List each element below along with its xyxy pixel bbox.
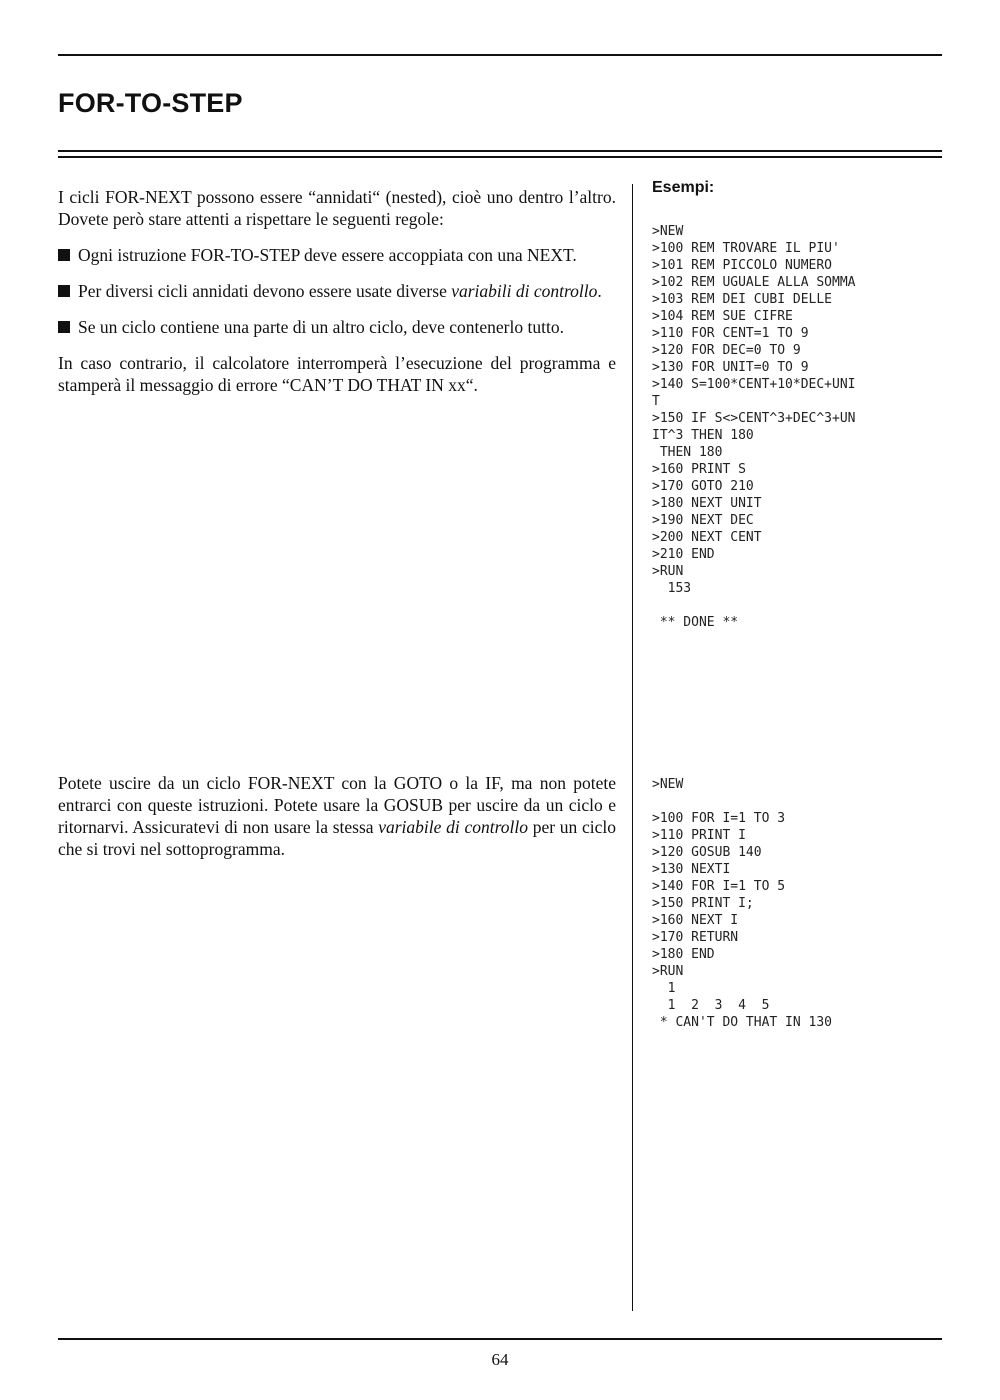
code-line: >RUN bbox=[652, 964, 684, 979]
code-line: >170 RETURN bbox=[652, 930, 739, 945]
rule-bullet-1 bbox=[58, 244, 616, 266]
code-line: >NEW bbox=[652, 777, 684, 792]
code-line: >140 S=100*CENT+10*DEC+UNI bbox=[652, 377, 856, 392]
rule-text-2-emphasis: variabili di controllo bbox=[451, 281, 598, 301]
rule-text-2-after: . bbox=[597, 281, 602, 301]
code-line: >150 PRINT I; bbox=[652, 896, 754, 911]
code-line: >180 END bbox=[652, 947, 715, 962]
code-line: >101 REM PICCOLO NUMERO bbox=[652, 258, 833, 273]
code-line: >190 NEXT DEC bbox=[652, 513, 754, 528]
gosub-text-before: Potete uscire da un ciclo FOR-NEXT con la GOTO o la IF, ma non potete entrarci con queste istruzioni. Potete usare la GOSUB per uscire da un ciclo e ritornarvi. Assicuratevi di non usare la stessa bbox=[58, 773, 616, 837]
code-line bbox=[652, 597, 952, 614]
code-line: >210 END bbox=[652, 547, 715, 562]
bottom-rule bbox=[58, 1338, 942, 1340]
code-line: >160 PRINT S bbox=[652, 462, 746, 477]
code-listing-1 bbox=[652, 223, 952, 631]
code-line: >200 NEXT CENT bbox=[652, 530, 762, 545]
code-line: >120 GOSUB 140 bbox=[652, 845, 762, 860]
page-number: 64 bbox=[491, 1350, 509, 1369]
code-line: ** DONE ** bbox=[652, 615, 739, 630]
code-line: >NEW bbox=[652, 224, 684, 239]
intro-paragraph: I cicli FOR-NEXT possono essere “annidati“ (nested), cioè uno dentro l’altro. Dovete però stare attenti a rispettare le seguenti regole: bbox=[58, 187, 616, 229]
code-listing-2 bbox=[652, 776, 952, 1031]
rule-text-3: Se un ciclo contiene una parte di un altro ciclo, deve contenerlo tutto. bbox=[78, 317, 564, 337]
code-line: >160 NEXT I bbox=[652, 913, 739, 928]
code-line: >100 REM TROVARE IL PIU' bbox=[652, 241, 840, 256]
section-goto-gosub bbox=[58, 772, 616, 874]
title-rule-lower bbox=[58, 156, 942, 158]
code-line: >140 FOR I=1 TO 5 bbox=[652, 879, 786, 894]
rule-text-1: Ogni istruzione FOR-TO-STEP deve essere accoppiata con una NEXT. bbox=[78, 245, 577, 265]
rule-bullet-3 bbox=[58, 316, 616, 338]
code-line: >120 FOR DEC=0 TO 9 bbox=[652, 343, 801, 358]
code-line: 1 bbox=[652, 981, 676, 996]
square-bullet-icon bbox=[58, 285, 70, 297]
code-line: * CAN'T DO THAT IN 130 bbox=[652, 1015, 833, 1030]
code-line: >102 REM UGUALE ALLA SOMMA bbox=[652, 275, 856, 290]
gosub-paragraph bbox=[58, 772, 616, 860]
code-line: >170 GOTO 210 bbox=[652, 479, 754, 494]
code-line: >150 IF S<>CENT^3+DEC^3+UN bbox=[652, 411, 856, 426]
code-line: 153 bbox=[652, 581, 692, 596]
rule-text-2 bbox=[78, 280, 616, 302]
section-nesting-rules bbox=[58, 186, 616, 410]
code-line: >RUN bbox=[652, 564, 684, 579]
title-rule-upper bbox=[58, 150, 942, 152]
examples-heading: Esempi: bbox=[652, 179, 715, 196]
code-line: T bbox=[652, 394, 660, 409]
code-line: >103 REM DEI CUBI DELLE bbox=[652, 292, 833, 307]
code-line: >110 FOR CENT=1 TO 9 bbox=[652, 326, 809, 341]
square-bullet-icon bbox=[58, 321, 70, 333]
code-line: THEN 180 bbox=[652, 445, 723, 460]
code-line: >130 NEXTI bbox=[652, 862, 731, 877]
code-line: >130 FOR UNIT=0 TO 9 bbox=[652, 360, 809, 375]
rule-text-2-before: Per diversi cicli annidati devono essere usate diverse bbox=[78, 281, 452, 301]
gosub-text-after: per un ciclo che si trovi nel sottoprogramma. bbox=[58, 817, 616, 859]
code-line: >110 PRINT I bbox=[652, 828, 746, 843]
code-line bbox=[652, 793, 952, 810]
top-rule bbox=[58, 54, 942, 56]
column-divider bbox=[632, 184, 633, 1311]
closing-paragraph: In caso contrario, il calcolatore interromperà l’esecuzione del programma e stamperà il messaggio di errore “CAN’T DO THAT IN xx“. bbox=[58, 353, 616, 395]
gosub-text-emphasis: variabile di controllo bbox=[378, 817, 528, 837]
rule-bullet-2 bbox=[58, 280, 616, 302]
square-bullet-icon bbox=[58, 249, 70, 261]
page-title: FOR-TO-STEP bbox=[58, 88, 243, 118]
code-line: IT^3 THEN 180 bbox=[652, 428, 754, 443]
code-line: 1 2 3 4 5 bbox=[652, 998, 770, 1013]
code-line: >180 NEXT UNIT bbox=[652, 496, 762, 511]
code-line: >104 REM SUE CIFRE bbox=[652, 309, 793, 324]
code-line: >100 FOR I=1 TO 3 bbox=[652, 811, 786, 826]
